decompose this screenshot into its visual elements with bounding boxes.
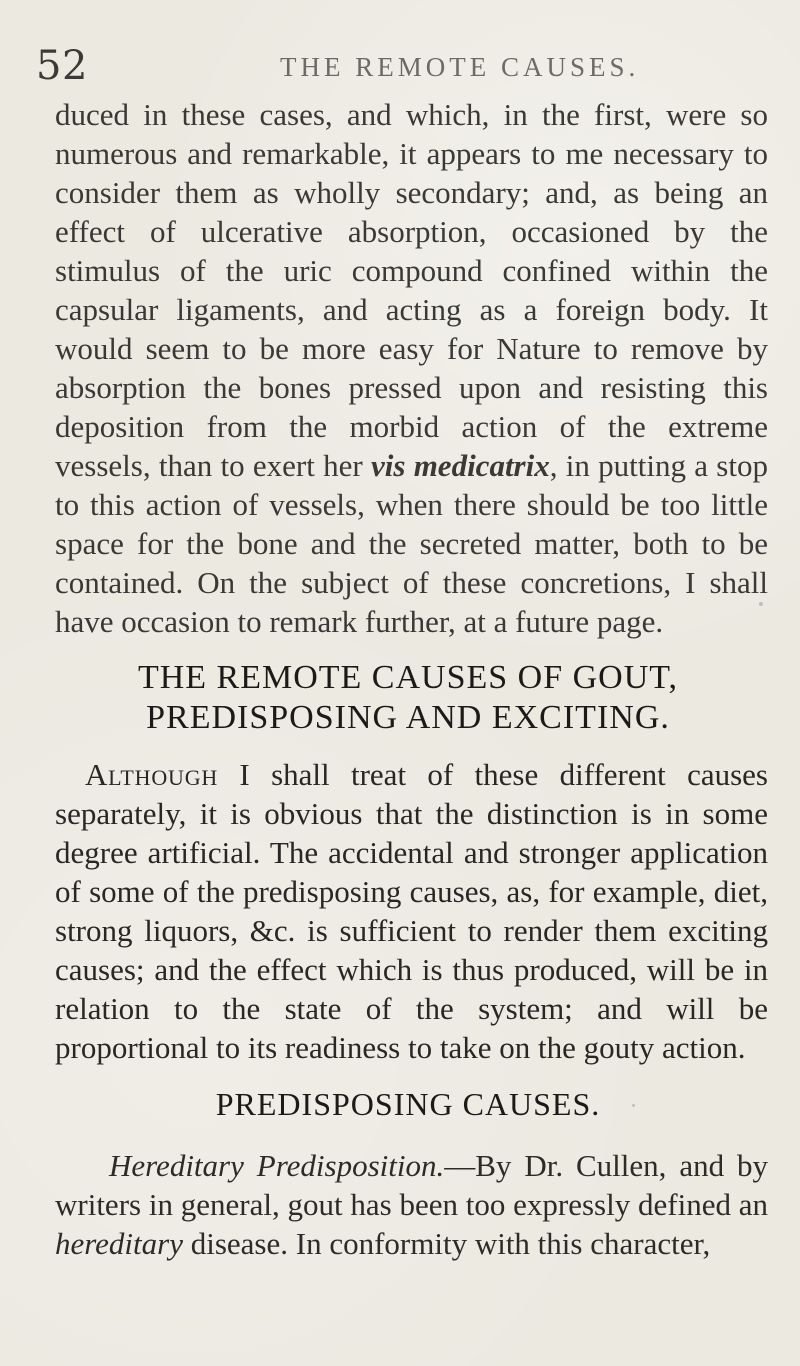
section-heading-predisposing-causes: PREDISPOSING CAUSES. — [215, 1086, 601, 1122]
paper-speck — [632, 1104, 635, 1107]
page-number: 52 — [36, 43, 88, 89]
top-paragraph-part-1: duced in these cases, and which, in the first, were so numerous and remarkable, it appears to me necessary to consider them as wholly secondary; and, as being an effect of ulcerative absorption, occasioned by the stimulus of the uric compound confined within the capsular ligaments, and acting as a foreign body. It would seem to be more easy for Nature to remove by absorption the bones pressed upon and resisting this deposition from the morbid action of the extreme vessels, than to exert her — [55, 97, 768, 483]
bottom-paragraph-text-2: disease. In conformity with this character, — [182, 1226, 711, 1261]
main-paragraph-lead: Although — [85, 757, 219, 792]
vis-medicatrix-italic: vis medicatrix — [370, 448, 550, 483]
top-paragraph-part-2: , in putting a stop to this action of vessels, when there should be too little space for the bone and the secreted matter, both to be contained. On the subject of these concretions, I shall have occasion to remark further, at a future page. — [55, 448, 768, 639]
running-header — [36, 43, 764, 90]
main-paragraph — [55, 755, 768, 1067]
bottom-paragraph-text-1: —By Dr. Cullen, and by writers in general, gout has been too expressly defined an — [55, 1148, 768, 1222]
hereditary-italic-word: hereditary — [55, 1226, 183, 1261]
running-head-title: THE REMOTE CAUSES. — [280, 52, 640, 82]
hereditary-predisposition-italic: Hereditary Predisposition. — [109, 1148, 445, 1183]
main-paragraph-text: I shall treat of these different causes separately, it is obvious that the distinction is in some degree artificial. The accidental and stronger application of some of the predisposing causes, as, for example, diet, strong liquors, &c. is sufficient to render them exciting causes; and the effect which is thus produced, will be in relation to the state of the system; and will be proportional to its readiness to take on the gouty action. — [55, 757, 768, 1065]
section-heading-remote-causes: THE REMOTE CAUSES OF GOUT, PREDISPOSING AND EXCITING. — [137, 659, 679, 736]
bottom-paragraph — [55, 1146, 768, 1263]
top-paragraph — [55, 95, 768, 641]
paper-speck — [759, 602, 763, 606]
